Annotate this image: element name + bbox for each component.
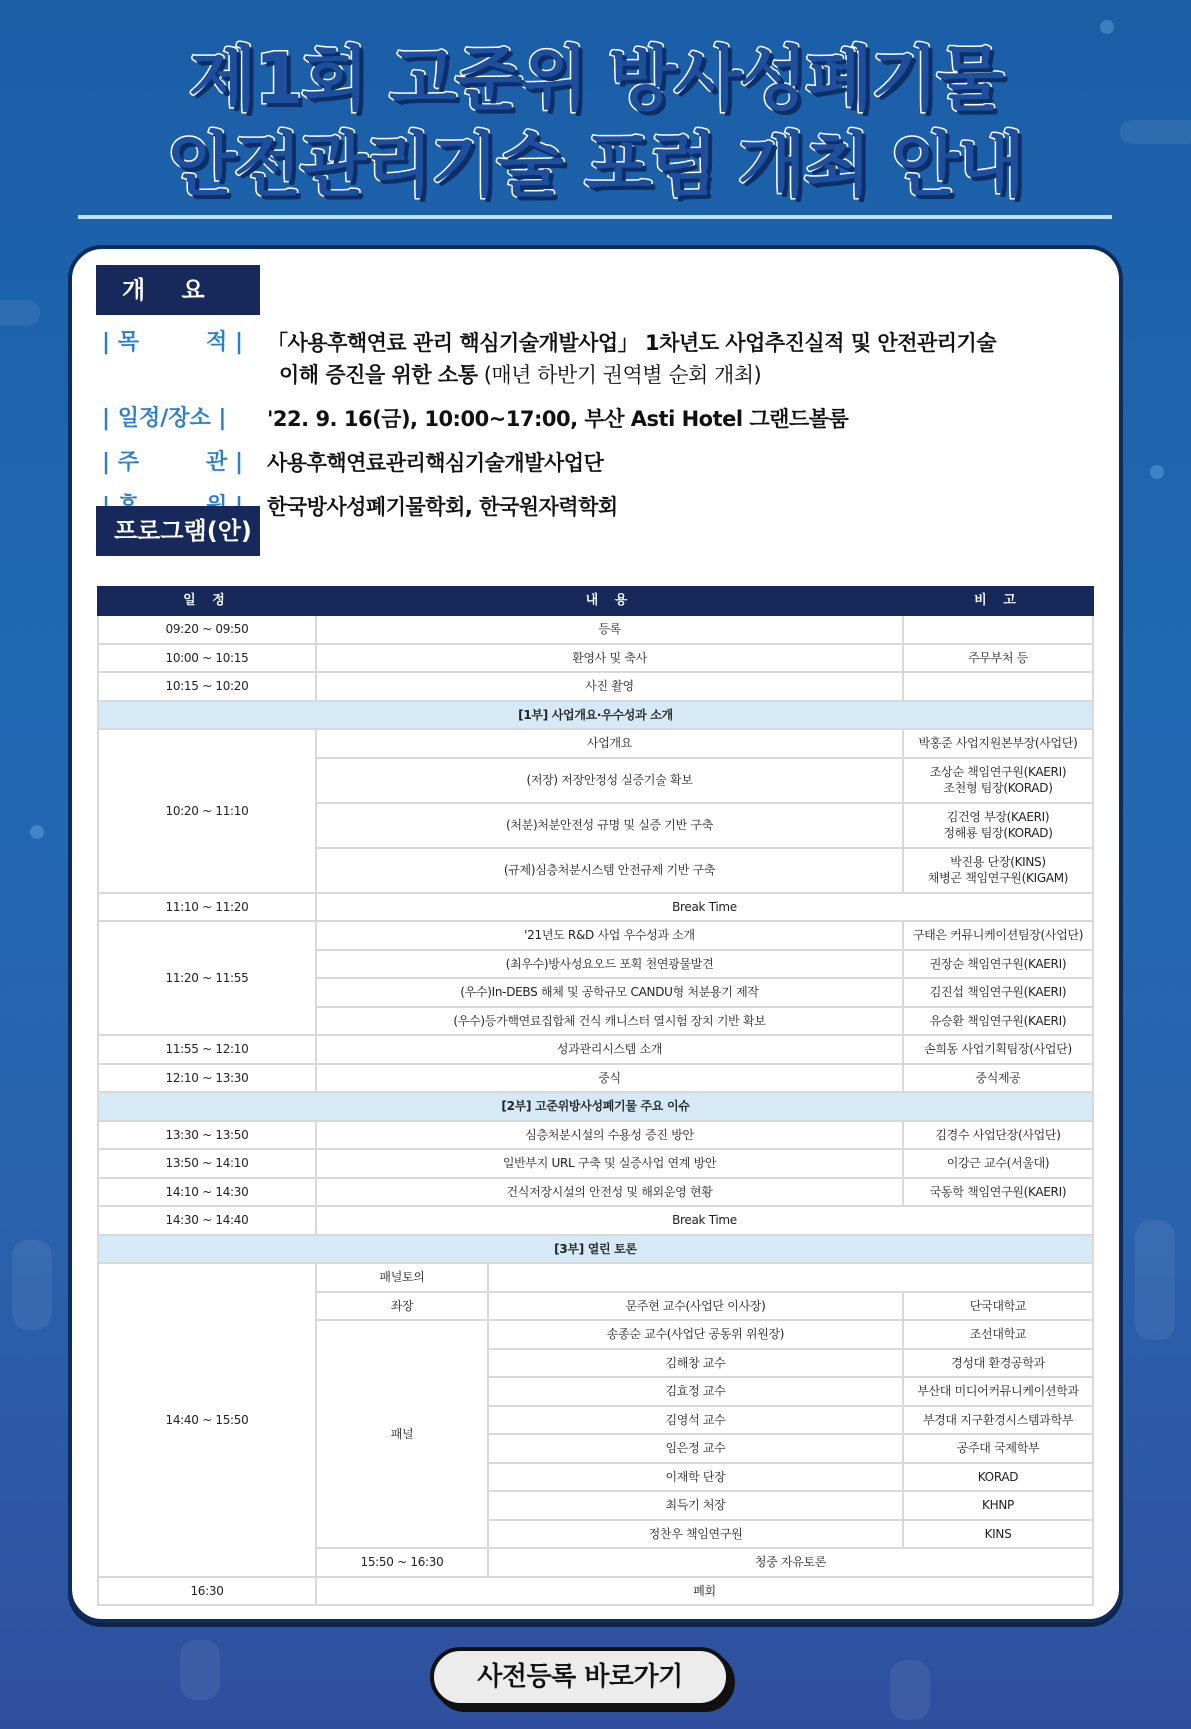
program-table (97, 586, 1094, 1606)
table-row: 09:20 ~ 09:50 등록 (98, 615, 1093, 644)
overview-section (102, 327, 1082, 535)
table-row: 15:50 ~ 16:30 청중 자유토론 (98, 1548, 1093, 1577)
overview-value: '22. 9. 16(금), 10:00~17:00, 부산 Asti Hotel 그랜드볼룸 (267, 407, 849, 431)
table-row: 김효정 교수 부산대 미디어커뮤니케이션학과 (98, 1377, 1093, 1406)
table-row: 10:20 ~ 11:10 사업개요 박홍준 사업지원본부장(사업단) (98, 729, 1093, 758)
table-row: 최득기 처장 KHNP (98, 1491, 1093, 1520)
pre-registration-button[interactable]: 사전등록 바로가기 (430, 1647, 730, 1707)
table-row: 정찬우 책임연구원 KINS (98, 1520, 1093, 1549)
overview-value: 「사용후핵연료 관리 핵심기술개발사업」 1차년도 사업추진실적 및 안전관리기술 이해 증진을 위한 소통 (매년 하반기 권역별 순회 개최) (267, 331, 997, 387)
table-row: 좌장 문주현 교수(사업단 이사장) 단국대학교 (98, 1292, 1093, 1321)
table-row: 10:15 ~ 10:20 사진 촬영 (98, 672, 1093, 701)
part-header-1: [1부] 사업개요·우수성과 소개 (98, 701, 1093, 730)
background-decoration (12, 1240, 52, 1330)
background-dot (30, 825, 44, 839)
table-row: 11:10 ~ 11:20 Break Time (98, 893, 1093, 922)
table-row: 임은정 교수 공주대 국제학부 (98, 1434, 1093, 1463)
table-row: 11:20 ~ 11:55 '21년도 R&D 사업 우수성과 소개 구태은 커뮤니케이션팀장(사업단) (98, 921, 1093, 950)
overview-row-purpose (102, 327, 1082, 403)
table-header (98, 587, 1093, 615)
background-decoration (180, 1640, 220, 1700)
table-row: 김해창 교수 경성대 환경공학과 (98, 1349, 1093, 1378)
overview-heading: 개 요 (96, 265, 260, 315)
overview-label: | 주 관 | (102, 450, 243, 475)
table-row: 패널 송종순 교수(사업단 공동위 위원장) 조선대학교 (98, 1320, 1093, 1349)
content-card (68, 245, 1123, 1623)
overview-value: 사용후핵연료관리핵심기술개발사업단 (267, 451, 604, 475)
overview-row-schedule (102, 403, 1082, 447)
overview-value: 한국방사성폐기물학회, 한국원자력학회 (267, 495, 618, 519)
table-row: 14:10 ~ 14:30 건식저장시설의 안전성 및 해외운영 현황 국동학 책임연구원(KAERI) (98, 1178, 1093, 1207)
background-decoration (1135, 1220, 1175, 1340)
title-underline (78, 215, 1112, 219)
table-row: (처분)처분안전성 규명 및 실증 기반 구축 김건영 부장(KAERI) 정해룡 팀장(KORAD) (98, 803, 1093, 848)
background-decoration (0, 300, 40, 326)
table-row: 13:30 ~ 13:50 심층처분시설의 수용성 증진 방안 김경수 사업단장(사업단) (98, 1121, 1093, 1150)
overview-label: | 일정/장소 | (102, 406, 227, 431)
background-decoration (890, 1660, 930, 1720)
title-line-1: 제1회 고준위 방사성폐기물 (188, 38, 1003, 120)
header-content: 내 용 (316, 587, 903, 615)
part-header-3: [3부] 열린 토론 (98, 1235, 1093, 1264)
table-row: 14:30 ~ 14:40 Break Time (98, 1206, 1093, 1235)
program-heading: 프로그램(안) (96, 506, 260, 556)
table-row: 이재학 단장 KORAD (98, 1463, 1093, 1492)
table-row: (저장) 저장안정성 실증기술 확보 조상순 책임연구원(KAERI) 조천형 팀장(KORAD) (98, 758, 1093, 803)
table-row: 13:50 ~ 14:10 일반부지 URL 구축 및 실증사업 연계 방안 이강근 교수(서울대) (98, 1149, 1093, 1178)
table-row: 11:55 ~ 12:10 성과관리시스템 소개 손희동 사업기획팀장(사업단) (98, 1035, 1093, 1064)
header-schedule: 일 정 (98, 587, 316, 615)
page-title (0, 36, 1191, 208)
table-row: (최우수)방사성요오드 포획 천연광물발견 권장순 책임연구원(KAERI) (98, 950, 1093, 979)
table-row: 14:40 ~ 15:50 패널토의 (98, 1263, 1093, 1292)
part-header-2: [2부] 고준위방사성폐기물 주요 이슈 (98, 1092, 1093, 1121)
table-row: (우수)등가핵연료집합체 건식 캐니스터 열시험 장치 기반 확보 유승환 책임연구원(KAERI) (98, 1007, 1093, 1036)
overview-label: | 목 적 | (102, 330, 243, 355)
background-dot (1150, 465, 1164, 479)
table-row: 10:00 ~ 10:15 환영사 및 축사 주무부처 등 (98, 644, 1093, 673)
header-note: 비 고 (903, 587, 1093, 615)
table-row: 16:30 폐회 (98, 1577, 1093, 1606)
table-row: (우수)In-DEBS 해체 및 공학규모 CANDU형 처분용기 제작 김진섭 책임연구원(KAERI) (98, 978, 1093, 1007)
table-row: 김영석 교수 부경대 지구환경시스템과학부 (98, 1406, 1093, 1435)
table-row: (규제)심층처분시스템 안전규제 기반 구축 박진용 단장(KINS) 채병곤 책임연구원(KIGAM) (98, 848, 1093, 893)
title-line-2: 안전관리기술 포럼 개최 안내 (168, 124, 1023, 206)
background-dot (1100, 20, 1114, 34)
table-row: 12:10 ~ 13:30 중식 중식제공 (98, 1064, 1093, 1093)
overview-row-host (102, 447, 1082, 491)
